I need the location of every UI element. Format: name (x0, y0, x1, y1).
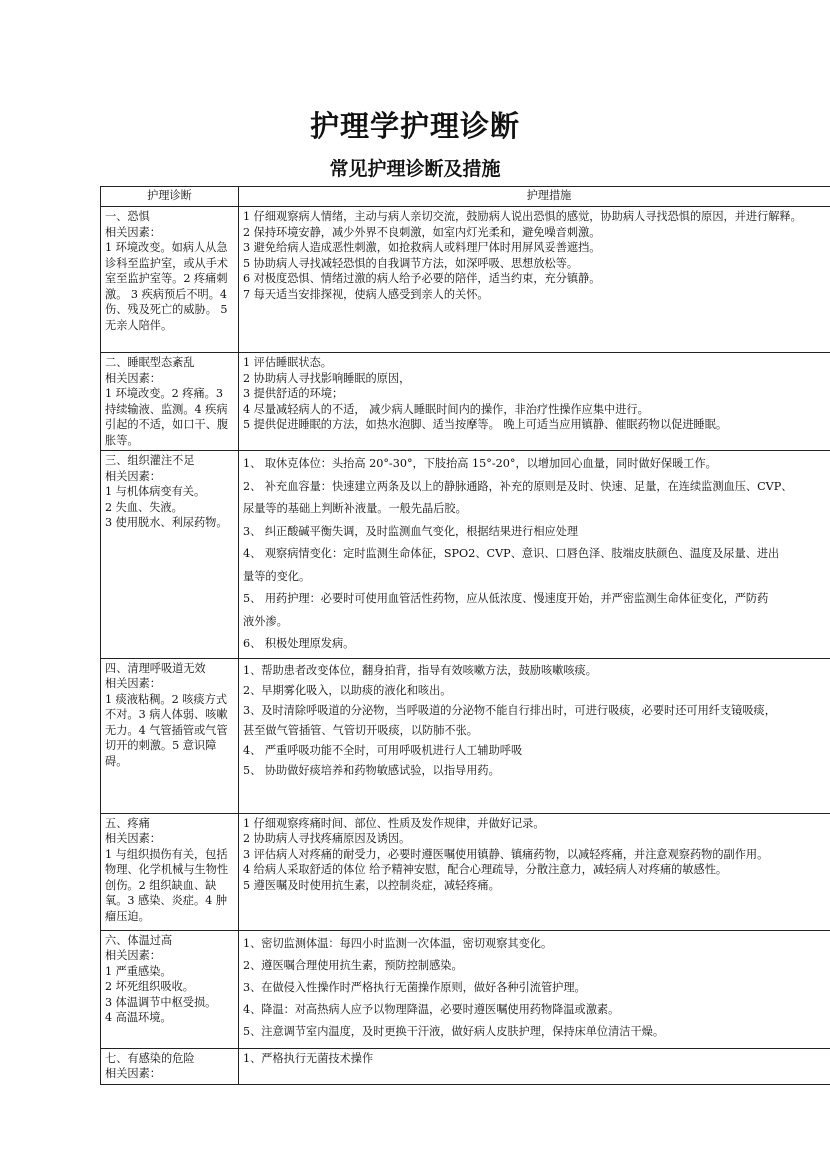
measure-line: 3 避免给病人造成恶性刺激，如抢救病人或料理尸体时用屏风妥善遮挡。 (243, 241, 601, 254)
measure-line: 量等的变化。 (243, 569, 311, 583)
diagnosis-title: 七、有感染的危险 (105, 1051, 195, 1065)
page-title: 护理学护理诊断 (309, 109, 520, 143)
measure-line: 1 评估睡眠状态。 (243, 356, 332, 369)
diagnosis-line: 相关因素： (105, 949, 161, 962)
measure-line: 5 遵医嘱及时使用抗生素，以控制炎症，减轻疼痛。 (243, 878, 500, 892)
diagnosis-cell (101, 930, 239, 1048)
header-diagnosis: 护理诊断 (101, 187, 239, 207)
diagnosis-line: 相关因素： (105, 1067, 161, 1080)
table-row (101, 813, 830, 930)
diagnosis-title: 一、恐惧 (105, 210, 150, 223)
measure-line: 2 协助病人寻找疼痛原因及诱因。 (243, 832, 411, 845)
measure-line: 3 提供舒适的环境； (243, 387, 344, 400)
diagnosis-title: 六、体温过高 (105, 933, 173, 947)
diagnosis-cell (101, 1048, 239, 1084)
measures-cell (239, 353, 830, 451)
measure-line: 尿量等的基础上判断补液量。一般先晶后胶。 (243, 502, 467, 515)
table-row (101, 930, 830, 1048)
diagnosis-cell (101, 658, 239, 813)
measure-line: 2、早期雾化吸入，以助痰的液化和咳出。 (243, 683, 452, 697)
diagnosis-line: 3 使用脱水、利尿药物。 (105, 516, 228, 529)
diagnosis-line: 相关因素： (105, 677, 161, 690)
header-measures: 护理措施 (239, 187, 830, 207)
diagnosis-cell (101, 813, 239, 930)
measure-line: 液外渗。 (243, 614, 288, 628)
table-header-row (101, 187, 830, 207)
measure-line: 3、在做侵入性操作时严格执行无菌操作原则，做好各种引流管护理。 (243, 980, 586, 994)
measure-line: 3、 纠正酸碱平衡失调，及时监测血气变化，根据结果进行相应处理 (243, 524, 579, 538)
diagnosis-line: 1 与组织损伤有关，包括物理、化学机械与生物性创伤。2 组织缺血、缺氧。3 感染、炎症。4 肿瘤压迫。 (105, 847, 229, 923)
table-row (101, 1048, 830, 1084)
measure-line: 1、严格执行无菌技术操作 (243, 1051, 374, 1065)
measure-line: 4、降温：对高热病人应予以物理降温，必要时遵医嘱使用药物降温或激素。 (243, 1002, 620, 1016)
measure-line: 甚至做气管插管、气管切开吸痰，以防肺不张。 (243, 723, 478, 737)
measure-line: 1、帮助患者改变体位，翻身拍背，指导有效咳嗽方法，鼓励咳嗽咳痰。 (243, 663, 597, 677)
measure-line: 6、 积极处理原发病。 (243, 637, 355, 650)
table-row (101, 658, 830, 813)
diagnosis-line: 相关因素： (105, 371, 161, 385)
diagnosis-title: 二、睡眠型态紊乱 (105, 356, 195, 369)
measures-cell (239, 1048, 830, 1084)
diagnosis-line: 1 与机体病变有关。 (105, 485, 206, 498)
diagnosis-line: 1 环境改变。如病人从急诊科至监护室，或从手术室至监护室等。2 疼痛刺激。 3 疾病预后不明。4 伤、残及死亡的威胁。 5 无亲人陪伴。 (105, 241, 229, 332)
measures-cell (239, 930, 830, 1048)
measure-line: 3、及时清除呼吸道的分泌物，当呼吸道的分泌物不能自行排出时，可进行吸痰，必要时还可用纤支镜吸痰， (243, 703, 776, 717)
diagnosis-cell (101, 207, 239, 353)
measures-cell (239, 813, 830, 930)
diagnosis-table (100, 186, 830, 1085)
diagnosis-line: 1 环境改变。2 疼痛。3 持续输液、监测。4 疾病引起的不适，如口干、腹胀等。 (105, 387, 229, 447)
measures-cell (239, 451, 830, 659)
measure-line: 3 评估病人对疼痛的耐受力，必要时遵医嘱使用镇静、镇痛药物，以减轻疼痛，并注意观察药物的副作用。 (243, 847, 769, 861)
measure-line: 5、 用药护理：必要时可使用血管活性药物，应从低浓度、慢速度开始，并严密监测生命体征变化，严防药 (243, 592, 769, 605)
measures-cell (239, 207, 830, 353)
diagnosis-line: 3 体温调节中枢受损。 (105, 995, 217, 1009)
table-row (101, 353, 830, 451)
measure-line: 7 每天适当安排探视，使病人感受到亲人的关怀。 (243, 287, 489, 301)
measure-line: 1、密切监测体温：每四小时监测一次体温，密切观察其变化。 (243, 936, 553, 950)
measure-line: 5 协助病人寻找减轻恐惧的自我调节方法，如深呼吸、思想放松等。 (243, 256, 579, 270)
measure-line: 4、 观察病情变化：定时监测生命体征，SPO2、CVP、意识、口唇色泽、肢端皮肤颜色、温度及尿量、进出 (243, 547, 780, 560)
measure-line: 5、注意调节室内温度，及时更换干汗液，做好病人皮肤护理，保持床单位清洁干燥。 (243, 1024, 665, 1038)
diagnosis-line: 相关因素： (105, 469, 161, 483)
diagnosis-line: 2 失血、失液。 (105, 500, 183, 514)
diagnosis-line: 相关因素： (105, 225, 161, 239)
diagnosis-line: 2 坏死组织吸收。 (105, 980, 194, 993)
measure-line: 6 对极度恐惧、情绪过激的病人给予必要的陪伴，适当约束，充分镇静。 (243, 272, 601, 285)
table-row (101, 207, 830, 353)
page-subtitle: 常见护理诊断及措施 (329, 158, 501, 180)
diagnosis-title: 四、清理呼吸道无效 (105, 661, 206, 675)
measure-line: 4 给病人采取舒适的体位 给予精神安慰，配合心理疏导，分散注意力，减轻病人对疼痛的敏感性。 (243, 863, 728, 876)
measure-line: 2 保持环境安静，减少外界不良刺激，如室内灯光柔和，避免噪音刺激。 (243, 225, 601, 239)
measure-line: 4 尽量减轻病人的不适， 减少病人睡眠时间内的操作，非治疗性操作应集中进行。 (243, 402, 649, 416)
measure-line: 5 提供促进睡眠的方法，如热水泡脚、适当按摩等。 晚上可适当应用镇静、催眠药物以促进睡眠。 (243, 418, 728, 431)
measure-line: 2 协助病人寻找影响睡眠的原因， (243, 371, 411, 385)
measure-line: 1 仔细观察疼痛时间、部位、性质及发作规律，并做好记录。 (243, 816, 545, 830)
diagnosis-title: 三、组织灌注不足 (105, 454, 195, 467)
measure-line: 1 仔细观察病人情绪，主动与病人亲切交流，鼓励病人说出恐惧的感觉，协助病人寻找恐惧的原因，并进行解释。 (243, 210, 802, 223)
measures-cell (239, 658, 830, 813)
measure-line: 4、 严重呼吸功能不全时，可用呼吸机进行人工辅助呼吸 (243, 743, 523, 757)
diagnosis-cell (101, 353, 239, 451)
diagnosis-title: 五、疼痛 (105, 816, 150, 830)
measure-line: 2、 补充血容量：快速建立两条及以上的静脉通路，补充的原则是及时、快速、足量，在连续监测血压、CVP、 (243, 479, 793, 493)
measure-line: 2、遵医嘱合理使用抗生素，预防控制感染。 (243, 958, 463, 972)
measure-line: 5、 协助做好痰培养和药物敏感试验，以指导用药。 (243, 763, 500, 777)
measure-line: 1、 取休克体位：头抬高 20°-30°，下肢抬高 15°-20°，以增加回心血量，同时做好保暖工作。 (243, 457, 717, 470)
diagnosis-cell (101, 451, 239, 659)
diagnosis-line: 相关因素： (105, 832, 161, 845)
table-row (101, 451, 830, 659)
diagnosis-line: 1 痰液粘稠。2 咳痰方式不对。3 病人体弱、咳嗽无力。4 气管插管或气管切开的刺激。5 意识障碍。 (105, 692, 228, 768)
diagnosis-line: 1 严重感染。 (105, 964, 172, 978)
diagnosis-line: 4 高温环境。 (105, 1011, 172, 1024)
